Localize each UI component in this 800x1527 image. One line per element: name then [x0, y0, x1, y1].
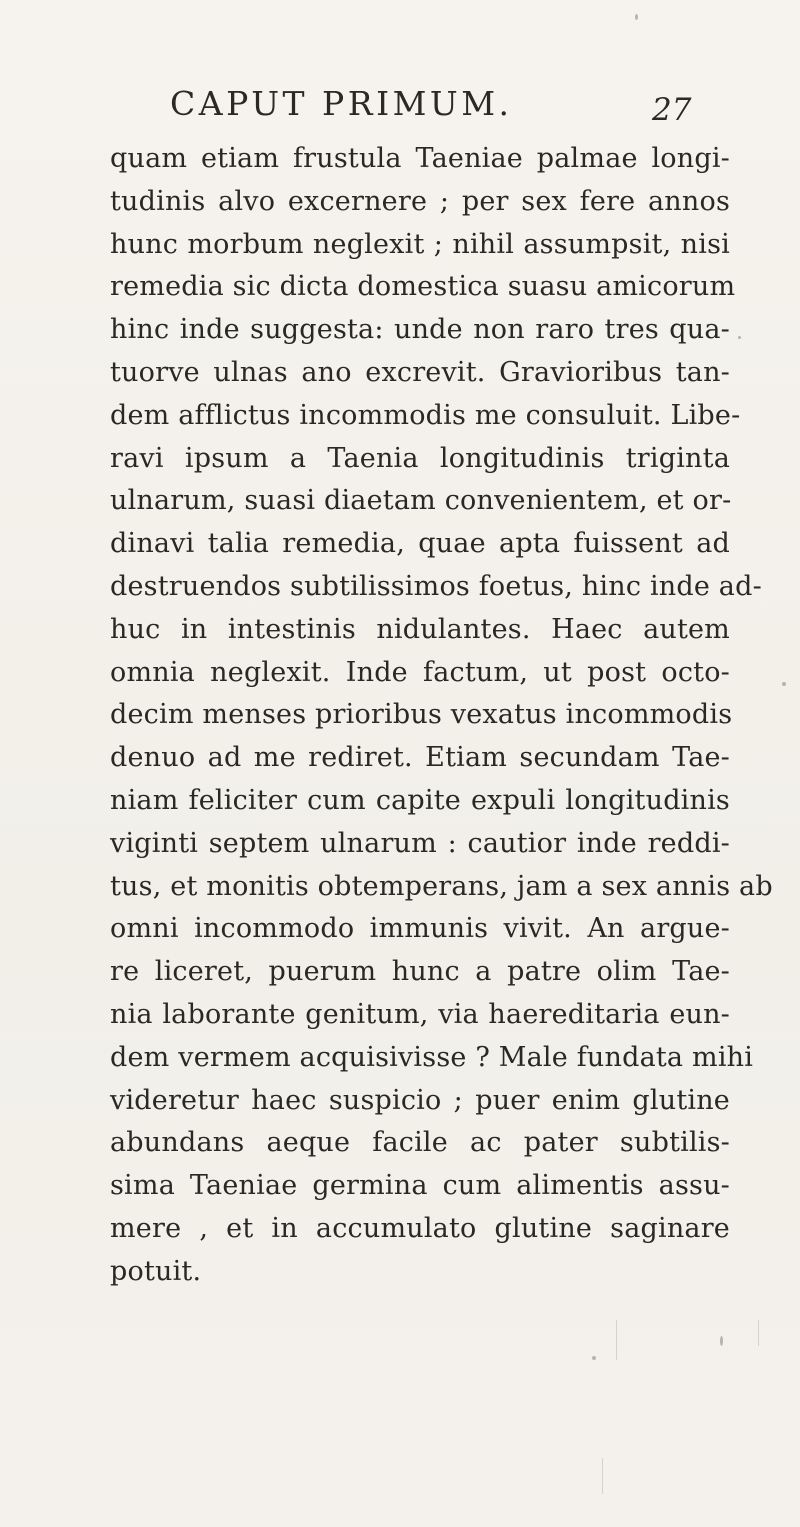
show-through-mark: [758, 1320, 759, 1346]
text-line: hinc inde suggesta: unde non raro tres qua-: [110, 314, 730, 346]
text-line: quam etiam frustula Taeniae palmae longi-: [110, 143, 730, 174]
paper-speck: [592, 1356, 596, 1360]
text-line: viginti septem ulnarum : cautior inde reddi-: [110, 827, 730, 859]
show-through-mark: [602, 1458, 603, 1494]
page-number: 27: [652, 92, 692, 128]
text-line: denuo ad me rediret. Etiam secundam Tae-: [110, 742, 730, 774]
text-line: tus, et monitis obtemperans, jam a sex annis ab: [110, 870, 773, 902]
paper-speck: [738, 336, 741, 339]
paper-speck: [720, 1336, 723, 1346]
paper-speck: [635, 14, 638, 20]
text-line: destruendos subtilissimos foetus, hinc inde ad-: [110, 570, 762, 602]
text-line: decim menses prioribus vexatus incommodis: [110, 699, 733, 731]
text-line: abundans aeque facile ac pater subtilis-: [110, 1127, 730, 1159]
running-head: [0, 84, 800, 134]
text-line: huc in intestinis nidulantes. Haec autem: [110, 613, 730, 645]
text-line: potuit.: [110, 1255, 202, 1287]
paper-speck: [782, 682, 786, 686]
text-line: tudinis alvo excernere ; per sex fere annos: [110, 185, 730, 217]
text-line: omni incommodo immunis vivit. An argue-: [110, 913, 730, 945]
text-line: dem afflictus incommodis me consuluit. Libe-: [110, 399, 741, 431]
text-line: videretur haec suspicio ; puer enim glutine: [110, 1084, 730, 1116]
show-through-mark: [616, 1320, 617, 1360]
text-line: remedia sic dicta domestica suasu amicorum: [110, 271, 736, 303]
text-line: niam feliciter cum capite expuli longitudinis: [110, 784, 730, 816]
text-line: hunc morbum neglexit ; nihil assumpsit, nisi: [110, 228, 730, 260]
text-line: nia laborante genitum, via haereditaria eun-: [110, 998, 730, 1030]
text-line: ravi ipsum a Taenia longitudinis triginta: [110, 442, 730, 474]
body-text: [110, 138, 773, 1294]
text-line: mere , et in accumulato glutine saginare: [110, 1212, 730, 1244]
text-line: omnia neglexit. Inde factum, ut post octo-: [110, 656, 730, 688]
text-line: tuorve ulnas ano excrevit. Gravioribus tan-: [110, 356, 730, 388]
text-line: sima Taeniae germina cum alimentis assu-: [110, 1170, 730, 1202]
text-line: re liceret, puerum hunc a patre olim Tae-: [110, 956, 730, 988]
running-title: CAPUT PRIMUM.: [170, 84, 513, 123]
text-line: ulnarum, suasi diaetam convenientem, et or-: [110, 485, 732, 517]
text-line: dem vermem acquisivisse ? Male fundata mihi: [110, 1041, 754, 1073]
text-line: dinavi talia remedia, quae apta fuissent ad: [110, 528, 730, 560]
